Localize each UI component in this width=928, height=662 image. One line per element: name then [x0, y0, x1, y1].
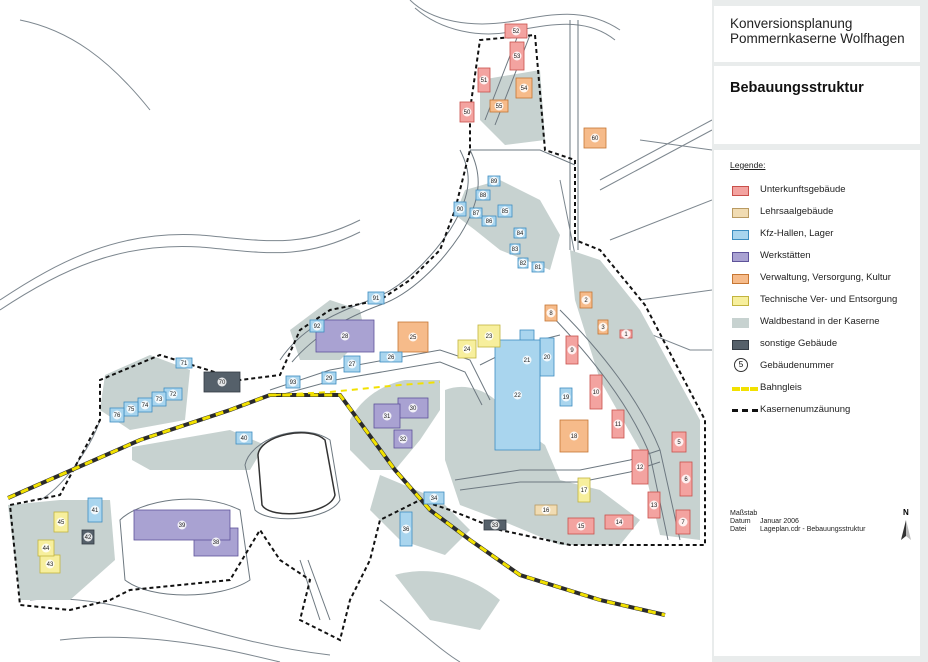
building-number-label: 87 — [472, 211, 480, 218]
building-number-label: 45 — [57, 520, 65, 527]
building-number-label: 82 — [519, 261, 527, 268]
legend-panel — [714, 150, 920, 656]
legend-item — [730, 250, 920, 272]
building-number-label: 75 — [127, 407, 135, 414]
building-number-label: 20 — [543, 355, 551, 362]
building-number-label: 52 — [512, 29, 520, 36]
building-number-label: 76 — [113, 413, 121, 420]
legend-item — [730, 272, 920, 294]
building-number-label: 19 — [562, 395, 570, 402]
building-number-label: 18 — [570, 434, 578, 441]
building-number-label: 70 — [218, 380, 226, 387]
legend-item — [730, 184, 920, 206]
building-number-label: 7 — [681, 520, 685, 527]
building-number-label: 83 — [511, 247, 519, 254]
building-number-label: 40 — [240, 436, 248, 443]
building-number-label: 28 — [341, 334, 349, 341]
building-number-label: 15 — [577, 524, 585, 531]
building-number-label: 81 — [534, 265, 542, 272]
building-number-label: 60 — [591, 136, 599, 143]
building-number-label: 13 — [650, 503, 658, 510]
building-number-label: 90 — [456, 207, 464, 214]
legend-label: Unterkunftsgebäude — [760, 184, 846, 195]
building-number-label: 93 — [289, 380, 297, 387]
building-number-label: 3 — [601, 325, 605, 332]
building-number-label: 72 — [169, 392, 177, 399]
building-number-label: 16 — [542, 508, 550, 515]
legend-swatch — [732, 340, 749, 350]
fence-symbol — [732, 409, 758, 412]
sports-track — [258, 433, 335, 514]
building-number-label: 32 — [399, 437, 407, 444]
legend-item — [730, 360, 920, 382]
legend-label: Technische Ver- und Entsorgung — [760, 294, 898, 305]
legend-swatch — [732, 208, 749, 218]
building-number-label: 11 — [614, 422, 622, 429]
building-number-label: 2 — [584, 298, 588, 305]
building-number-label: 21 — [523, 358, 531, 365]
building-number-label: 9 — [570, 348, 574, 355]
building-number-label: 1 — [624, 332, 628, 339]
legend-item — [730, 316, 920, 338]
building-number-label: 91 — [372, 296, 380, 303]
file-value: Lageplan.cdr - Bebauungsstruktur — [760, 526, 866, 533]
scale-key: Maßstab — [730, 510, 758, 517]
legend-label: Lehrsaalgebäude — [760, 206, 834, 217]
legend-swatch — [732, 274, 749, 284]
building-number-label: 89 — [490, 179, 498, 186]
north-label: N — [903, 508, 909, 517]
north-arrow-icon — [899, 508, 913, 544]
legend-label: sonstige Gebäude — [760, 338, 838, 349]
legend-label: Kfz-Hallen, Lager — [760, 228, 834, 239]
building-number-label: 34 — [430, 496, 438, 503]
building-number-label: 24 — [463, 347, 471, 354]
railway-symbol — [732, 387, 758, 391]
building-number-label: 50 — [463, 110, 471, 117]
building-number-label: 44 — [42, 546, 50, 553]
legend-label: Waldbestand in der Kaserne — [760, 316, 880, 327]
building-number-label: 38 — [212, 540, 220, 547]
building-number-label: 31 — [383, 414, 391, 421]
legend-item — [730, 294, 920, 316]
building-number-label: 27 — [348, 362, 356, 369]
building-number-label: 6 — [684, 477, 688, 484]
date-value: Januar 2006 — [760, 518, 799, 525]
building-number-label: 36 — [402, 527, 410, 534]
legend-item — [730, 338, 920, 360]
building-number-label: 10 — [592, 390, 600, 397]
legend-item — [730, 206, 920, 228]
building-number-label: 14 — [615, 520, 623, 527]
building-number-label: 23 — [485, 334, 493, 341]
building-number-label: 30 — [409, 406, 417, 413]
building-number-label: 54 — [520, 86, 528, 93]
legend-label: Bahngleis — [760, 382, 802, 393]
plan-heading: Bebauungsstruktur — [730, 80, 864, 96]
building-number-label: 86 — [485, 219, 493, 226]
building-number-label: 84 — [516, 231, 524, 238]
legend-list — [730, 184, 920, 426]
legend-swatch — [732, 296, 749, 306]
building-number-label: 26 — [387, 355, 395, 362]
building-number-label: 33 — [491, 523, 499, 530]
legend-label: Gebäudenummer — [760, 360, 834, 371]
legend-label: Verwaltung, Versorgung, Kultur — [760, 272, 891, 283]
building-number-label: 85 — [501, 209, 509, 216]
file-key: Datei — [730, 526, 747, 533]
building-number-label: 88 — [479, 193, 487, 200]
building-number-label: 29 — [325, 376, 333, 383]
building-number-label: 53 — [513, 54, 521, 61]
building-number-label: 5 — [677, 440, 681, 447]
building-number-label: 43 — [46, 562, 54, 569]
legend-item — [730, 228, 920, 250]
building-number-symbol: 5 — [734, 358, 748, 372]
legend-swatch — [732, 252, 749, 262]
building-number-label: 22 — [514, 393, 521, 400]
building-number-label: 17 — [580, 488, 588, 495]
building-number-label: 42 — [84, 535, 92, 542]
legend-item — [730, 382, 920, 404]
legend-label: Werkstätten — [760, 250, 811, 261]
legend-swatch — [732, 318, 749, 328]
building-number-label: 8 — [549, 311, 553, 318]
date-key: Datum — [730, 518, 751, 525]
building-number-label: 71 — [180, 361, 188, 368]
building-number-label: 12 — [636, 465, 644, 472]
building-number-label: 92 — [313, 324, 321, 331]
legend-title: Legende: — [730, 160, 766, 170]
building-number-label: 25 — [409, 335, 417, 342]
building-number-label: 41 — [91, 508, 99, 515]
legend-swatch — [732, 230, 749, 240]
building-number-label: 51 — [480, 78, 488, 85]
building-number-label: 55 — [495, 104, 503, 111]
legend-item — [730, 404, 920, 426]
plan-title-line2: Pommernkaserne Wolfhagen — [730, 31, 905, 46]
title-panel — [714, 6, 920, 62]
plan-meta — [730, 510, 865, 534]
building-number-label: 74 — [141, 403, 149, 410]
building-number-label: 73 — [155, 397, 163, 404]
heading-panel — [714, 66, 920, 144]
building-number-label: 39 — [178, 523, 186, 530]
legend-label: Kasernenumzäunung — [760, 404, 851, 415]
legend-swatch — [732, 186, 749, 196]
plan-title-line1: Konversionsplanung — [730, 16, 853, 31]
